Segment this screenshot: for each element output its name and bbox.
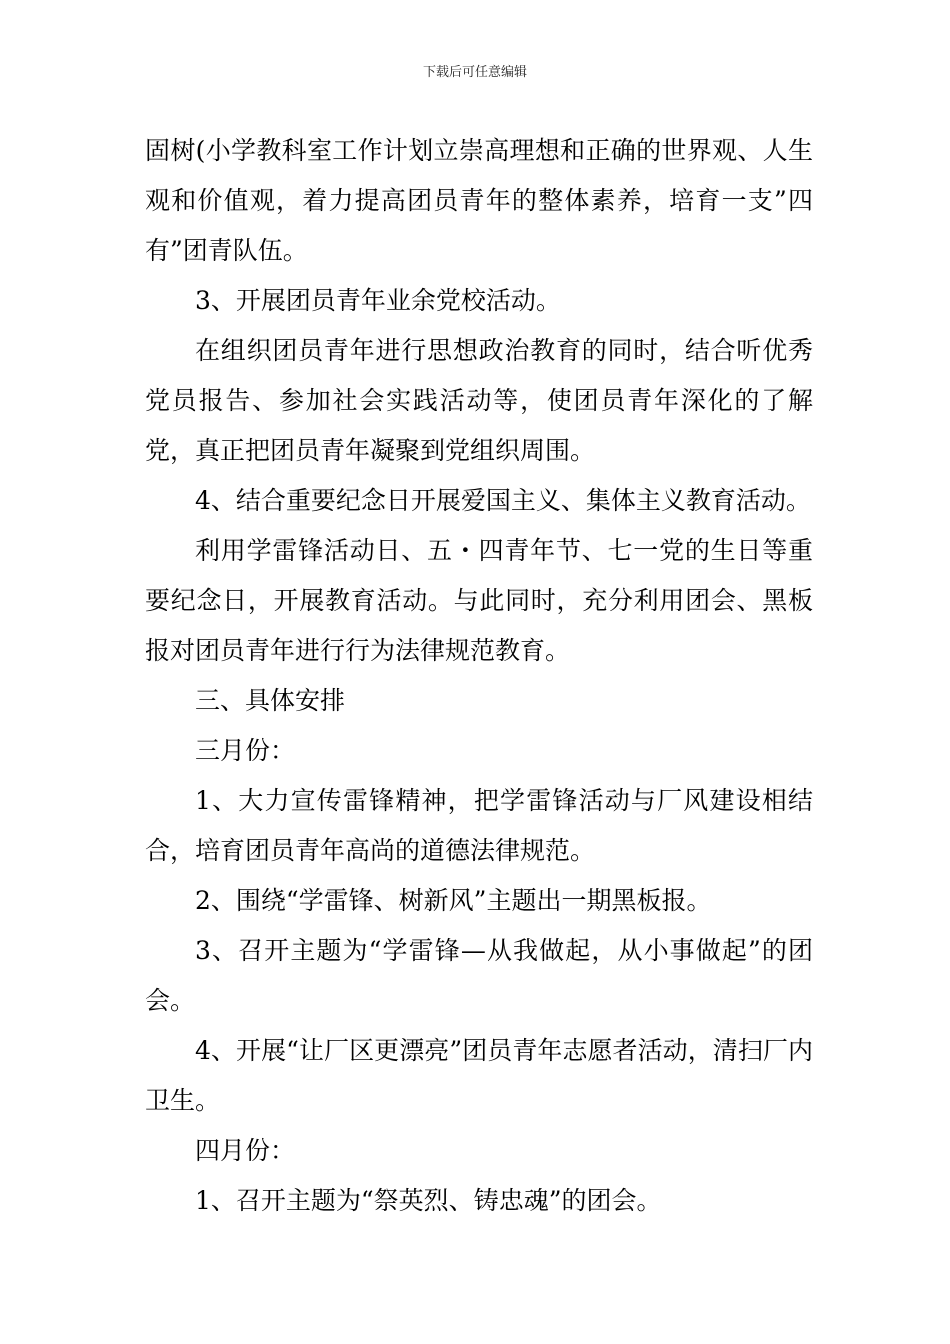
paragraph-continuation: 固树(小学教科室工作计划立崇高理想和正确的世界观、人生观和价值观，着力提高团员青年的整体素养，培育一支”四有”团青队伍。 bbox=[145, 136, 813, 265]
section-heading-arrangement: 三、具体安排 bbox=[195, 686, 346, 715]
list-item-march-4: 4、开展“让厂区更漂亮”团员青年志愿者活动，清扫厂内卫生。 bbox=[145, 1036, 813, 1115]
paragraph-item-3-party-school: 3、开展团员青年业余党校活动。 bbox=[195, 286, 561, 315]
paragraph-party-education: 在组织团员青年进行思想政治教育的同时，结合听优秀党员报告、参加社会实践活动等，使团员青年深化的了解党，真正把团员青年凝聚到党组织周围。 bbox=[145, 336, 813, 465]
page-header-note: 下载后可任意编辑 bbox=[422, 65, 527, 80]
paragraph-memorial-activities: 利用学雷锋活动日、五・四青年节、七一党的生日等重要纪念日，开展教育活动。与此同时，充分利用团会、黑板报对团员青年进行行为法律规范教育。 bbox=[145, 536, 813, 665]
paragraph-item-4-memorial-days: 4、结合重要纪念日开展爱国主义、集体主义教育活动。 bbox=[195, 486, 811, 515]
document-body bbox=[145, 126, 813, 1226]
month-heading-april: 四月份： bbox=[195, 1136, 296, 1165]
month-heading-march: 三月份： bbox=[195, 736, 296, 765]
list-item-april-1: 1、召开主题为“祭英烈、铸忠魂”的团会。 bbox=[195, 1186, 662, 1215]
list-item-march-1: 1、大力宣传雷锋精神，把学雷锋活动与厂风建设相结合，培育团员青年高尚的道德法律规范。 bbox=[145, 786, 813, 865]
list-item-march-2: 2、围绕“学雷锋、树新风”主题出一期黑板报。 bbox=[195, 886, 712, 915]
list-item-march-3: 3、召开主题为“学雷锋—从我做起，从小事做起”的团会。 bbox=[145, 936, 813, 1015]
